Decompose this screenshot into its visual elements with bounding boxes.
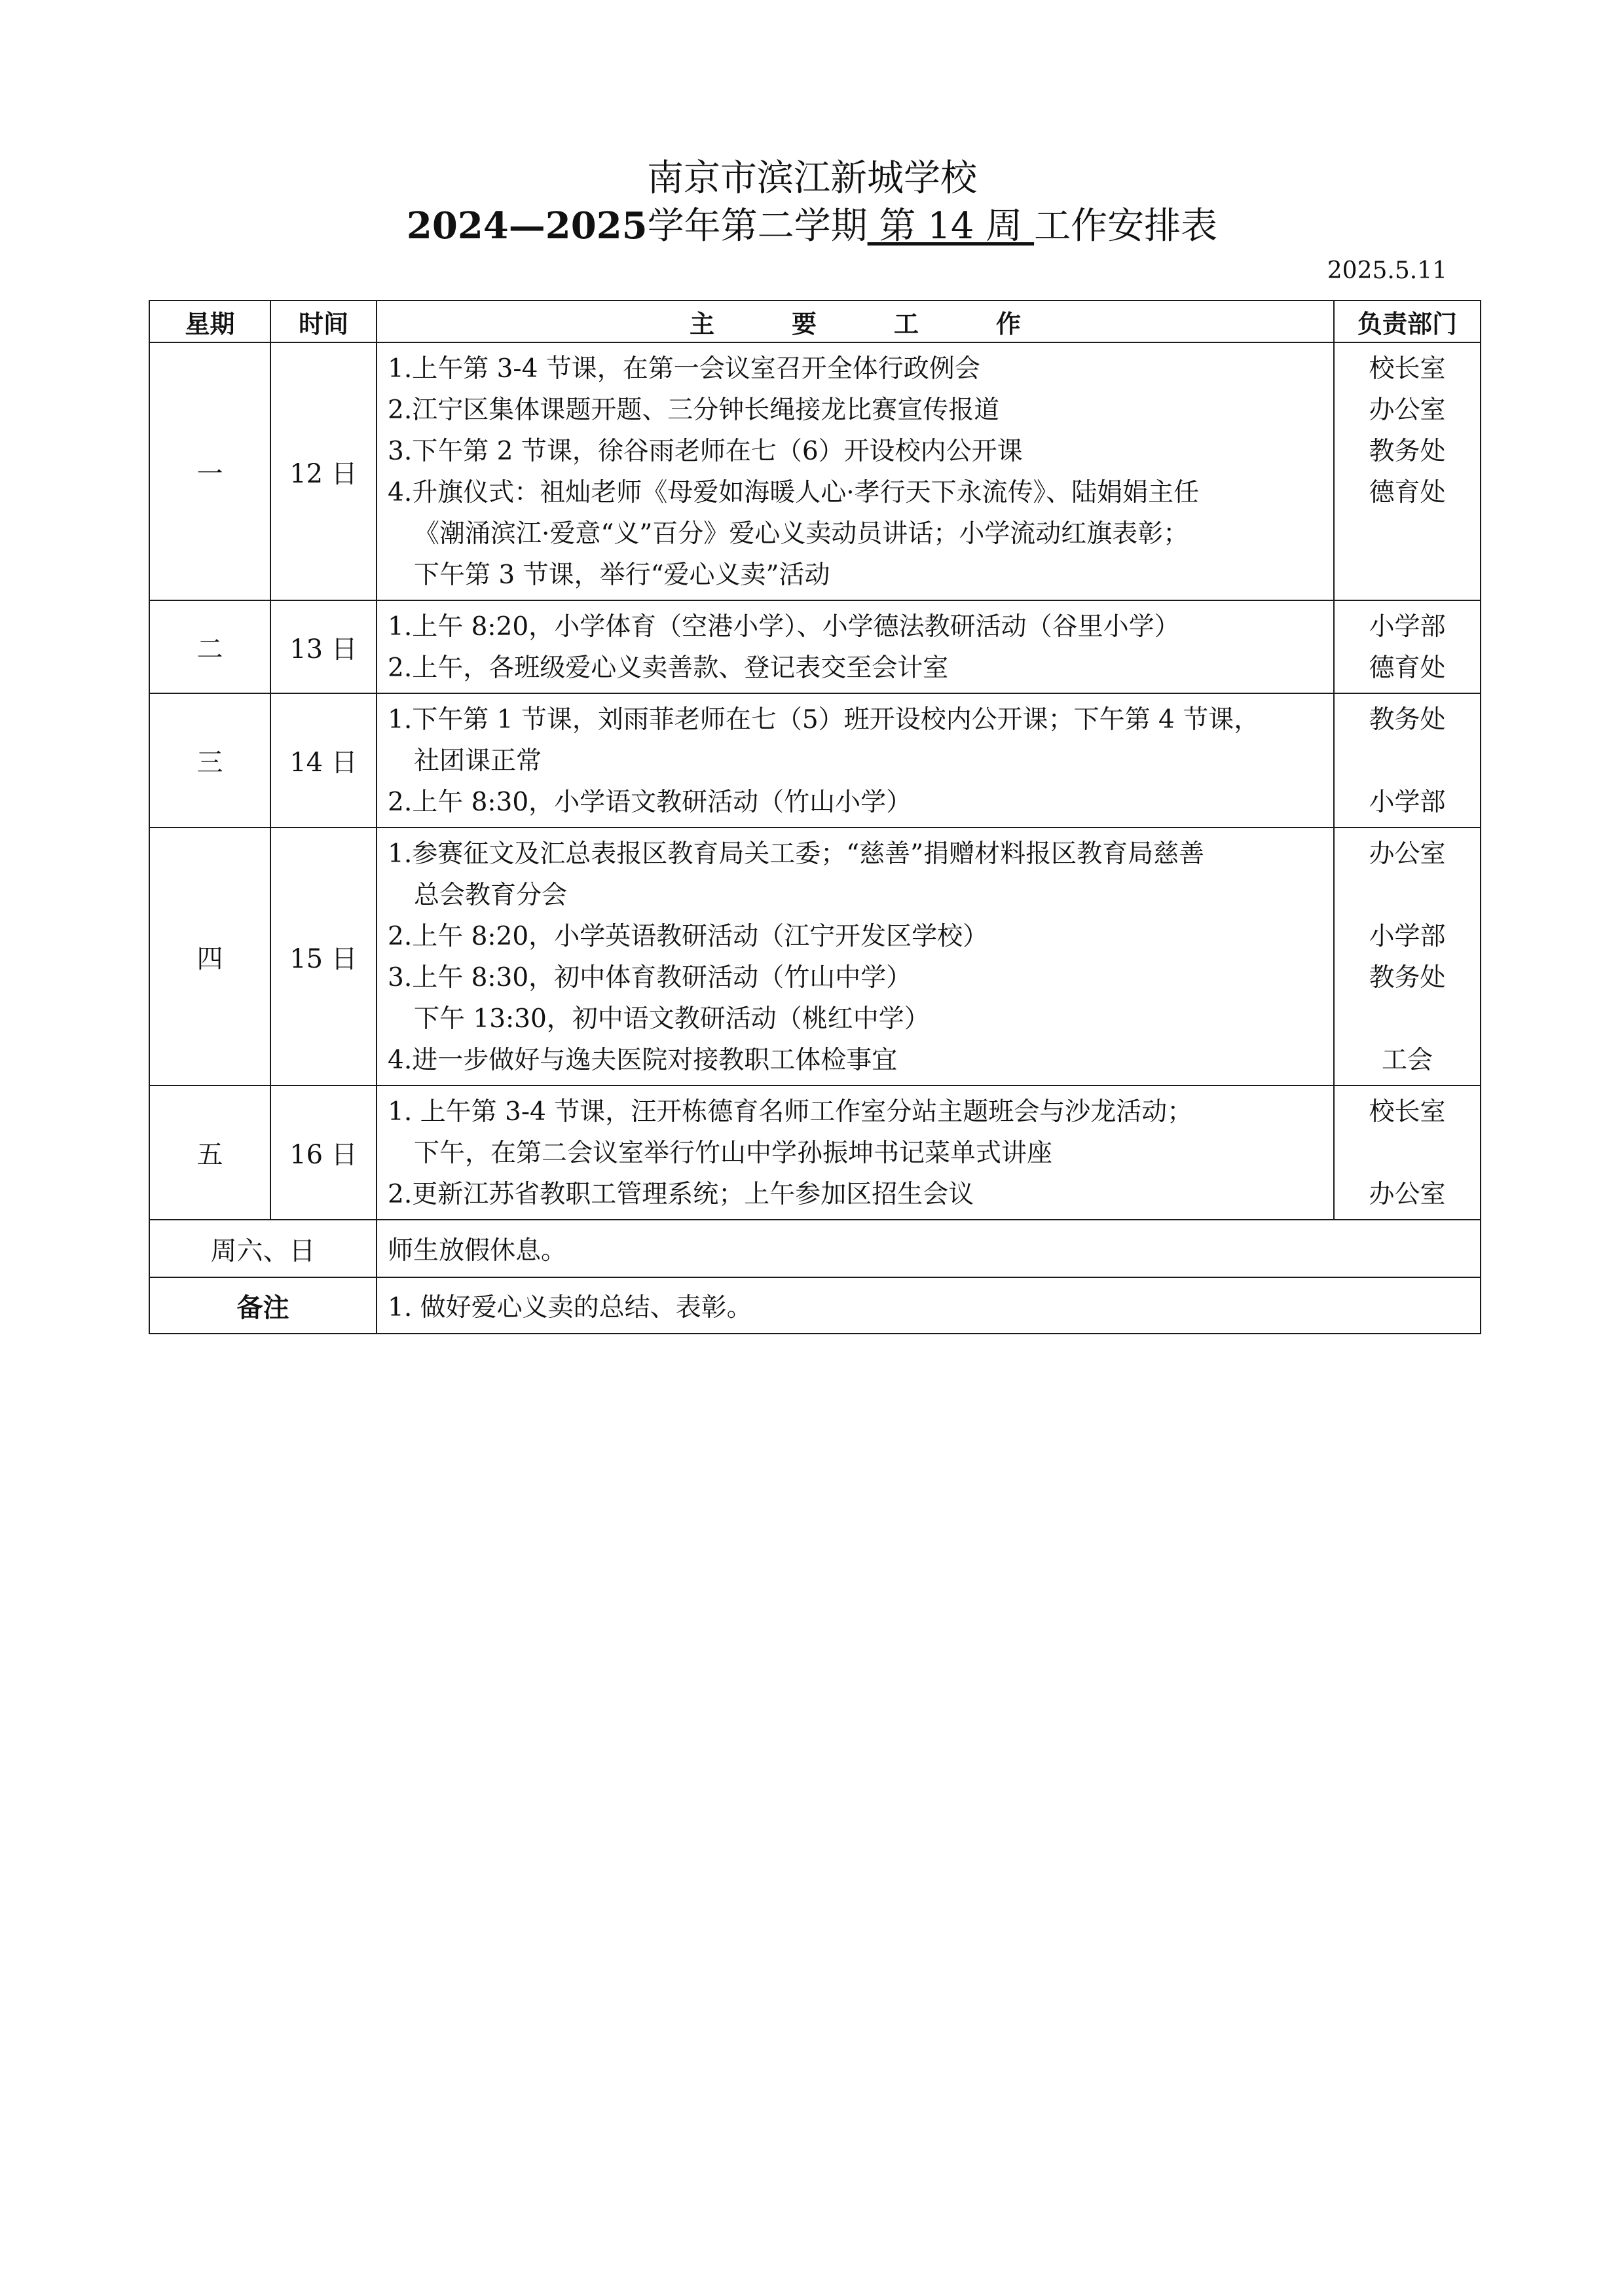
header-weekday: 星期 [149,301,270,342]
schedule-years: 2024—2025 [406,204,648,247]
schedule-table [149,300,1481,1334]
work-line: 1.上午第 3-4 节课，在第一会议室召开全体行政例会 [388,354,980,384]
table-row [149,693,1481,828]
header-time: 时间 [270,301,377,342]
header-main-work: 主要工作 [377,301,1334,342]
work-line: 2.上午 8:20，小学英语教研活动（江宁开发区学校） [388,922,989,951]
table-row [149,1085,1481,1220]
work-line: 2.更新江苏省教职工管理系统；上午参加区招生会议 [388,1180,974,1209]
department-line: 教务处 [1369,963,1446,993]
department-line [1335,875,1480,916]
department-cell [1334,342,1481,600]
department-line: 校长室 [1369,1097,1446,1127]
work-cell [377,342,1334,600]
work-cell [377,600,1334,693]
department-line: 工会 [1381,1046,1433,1075]
work-line: 3.上午 8:30，初中体育教研活动（竹山中学） [388,963,912,993]
date-cell: 12 日 [270,342,377,600]
school-name: 南京市滨江新城学校 [647,157,977,200]
work-line: 1.上午 8:20，小学体育（空港小学）、小学德法教研活动（谷里小学） [388,612,1180,642]
table-row [149,600,1481,693]
weekend-row [149,1220,1481,1277]
work-line: 下午第 3 节课，举行“爱心义卖”活动 [414,560,830,590]
work-line: 下午，在第二会议室举行竹山中学孙振坤书记菜单式讲座 [414,1139,1053,1168]
date-cell: 14 日 [270,693,377,828]
table-row [149,342,1481,600]
work-line: 2.江宁区集体课题开题、三分钟长绳接龙比赛宣传报道 [388,395,1000,425]
work-line: 总会教育分会 [414,881,568,910]
work-line: 社团课正常 [414,746,542,776]
date-cell: 13 日 [270,600,377,693]
schedule-week: 第 14 周 [867,205,1035,247]
department-line: 办公室 [1369,839,1446,869]
weekend-text: 师生放假休息。 [377,1220,1481,1277]
department-cell [1334,1085,1481,1220]
table-header-row [149,301,1481,342]
work-line: 4.进一步做好与逸夫医院对接教职工体检事宜 [388,1046,898,1075]
department-line [1335,998,1480,1040]
department-line: 小学部 [1369,612,1446,642]
department-cell [1334,828,1481,1085]
department-line: 办公室 [1369,1180,1446,1209]
work-cell [377,693,1334,828]
document-date: 2025.5.11 [1327,257,1447,284]
notes-text: 1. 做好爱心义卖的总结、表彰。 [377,1277,1481,1334]
schedule-title [0,203,1624,249]
days-body [149,342,1481,1220]
work-line: 《潮涌滨江·爱意“义”百分》爱心义卖动员讲话；小学流动红旗表彰； [414,519,1189,549]
work-line: 2.上午 8:30，小学语文教研活动（竹山小学） [388,788,912,817]
schedule-suffix: 工作安排表 [1034,205,1218,247]
work-line: 1.下午第 1 节课，刘雨菲老师在七（5）班开设校内公开课；下午第 4 节课， [388,705,1260,735]
department-line [1335,740,1480,782]
weekday-cell: 三 [149,693,270,828]
department-cell [1334,600,1481,693]
work-cell [377,1085,1334,1220]
schedule-semester: 学年第二学期 [647,205,868,247]
weekday-cell: 五 [149,1085,270,1220]
work-line: 1.参赛征文及汇总表报区教育局关工委；“慈善”捐赠材料报区教育局慈善 [388,839,1205,869]
work-line: 下午 13:30，初中语文教研活动（桃红中学） [414,1004,930,1034]
date-cell: 15 日 [270,828,377,1085]
department-line [1335,555,1480,596]
department-cell [1334,693,1481,828]
work-cell [377,828,1334,1085]
notes-label: 备注 [149,1277,377,1334]
department-line [1335,513,1480,555]
work-line: 4.升旗仪式：祖灿老师《母爱如海暖人心·孝行天下永流传》、陆娟娟主任 [388,478,1200,507]
date-cell: 16 日 [270,1085,377,1220]
department-line: 办公室 [1369,395,1446,425]
department-line [1335,1133,1480,1174]
department-line: 教务处 [1369,437,1446,466]
work-line: 1. 上午第 3-4 节课，汪开栋德育名师工作室分站主题班会与沙龙活动； [388,1097,1193,1127]
weekend-label: 周六、日 [149,1220,377,1277]
department-line: 教务处 [1369,705,1446,735]
weekday-cell: 四 [149,828,270,1085]
notes-row [149,1277,1481,1334]
department-line: 德育处 [1369,478,1446,507]
work-line: 3.下午第 2 节课，徐谷雨老师在七（6）开设校内公开课 [388,437,1023,466]
table-row [149,828,1481,1085]
department-line: 德育处 [1369,653,1446,683]
department-line: 小学部 [1369,922,1446,951]
department-line: 校长室 [1369,354,1446,384]
weekday-cell: 一 [149,342,270,600]
header-department: 负责部门 [1334,301,1481,342]
work-line: 2.上午，各班级爱心义卖善款、登记表交至会计室 [388,653,949,683]
weekday-cell: 二 [149,600,270,693]
department-line: 小学部 [1369,788,1446,817]
